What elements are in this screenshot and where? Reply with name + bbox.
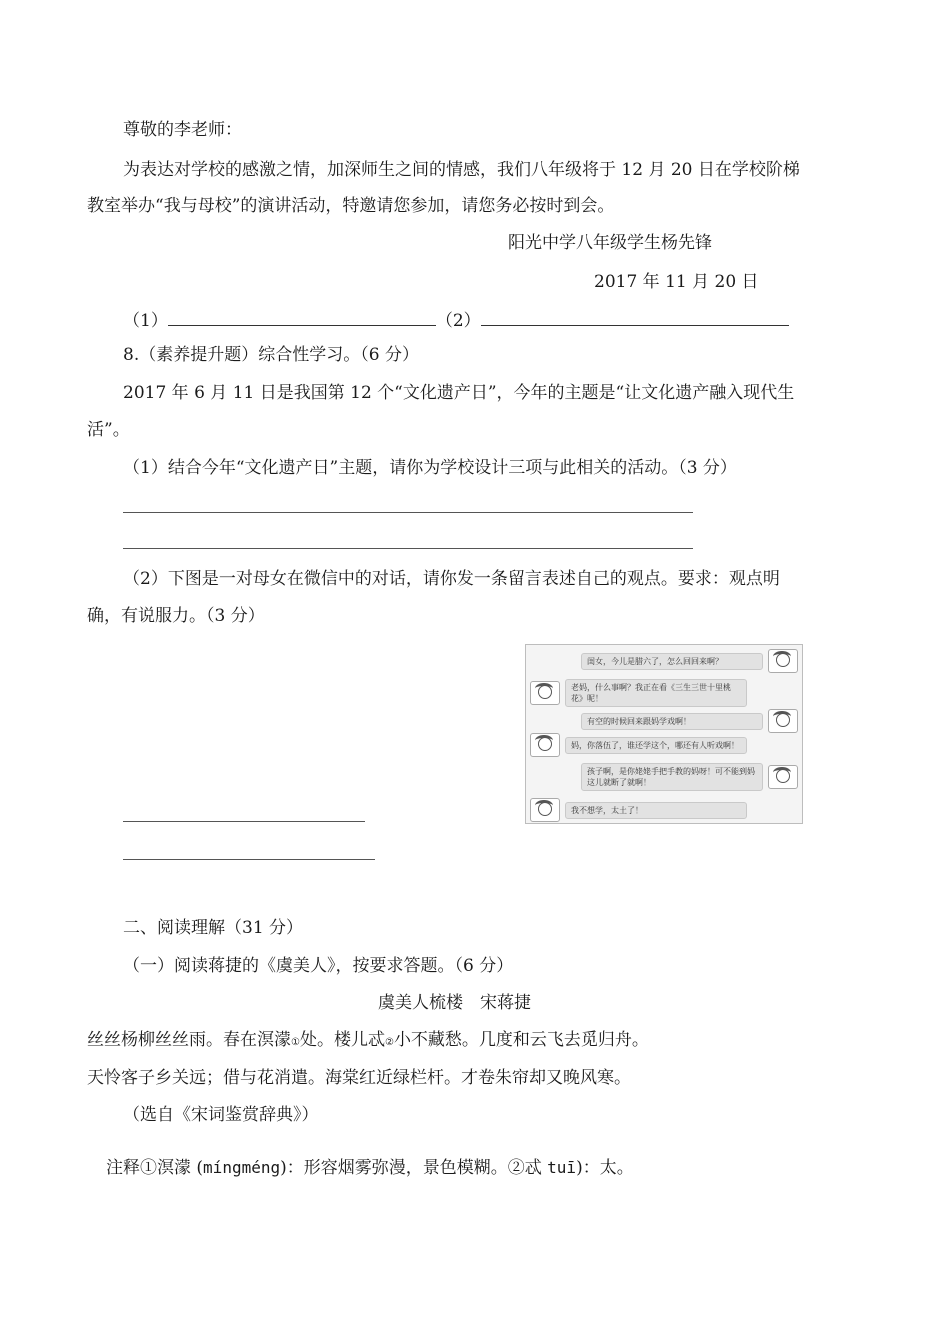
q8-intro-line2: 活”。 bbox=[87, 420, 130, 440]
chat-bubble: 我不想学，太土了！ bbox=[565, 802, 747, 819]
q8-intro-line1: 2017 年 6 月 11 日是我国第 12 个“文化遗产日”，今年的主题是“让文化遗产融入现代生 bbox=[123, 383, 795, 403]
daughter-avatar-icon bbox=[530, 798, 560, 822]
note-part: 注释①溟濛 ( bbox=[106, 1158, 204, 1178]
letter-body-line2: 教室举办“我与母校”的演讲活动，特邀请您参加，请您务必按时到会。 bbox=[87, 196, 615, 216]
chat-bubble: 老妈，什么事啊？我正在看《三生三世十里桃花》呢！ bbox=[565, 679, 747, 707]
note-part: )：太。 bbox=[576, 1158, 634, 1178]
answer-line[interactable] bbox=[123, 512, 693, 513]
chat-message-left bbox=[530, 798, 747, 822]
daughter-avatar-icon bbox=[530, 681, 560, 705]
q8-sub2-line1: （2）下图是一对母女在微信中的对话，请你发一条留言表述自己的观点。要求：观点明 bbox=[123, 569, 780, 589]
section2-title: 二、阅读理解（31 分） bbox=[123, 918, 304, 938]
q8-sub2-line2: 确，有说服力。（3 分） bbox=[87, 606, 265, 626]
answer-line[interactable] bbox=[123, 859, 375, 860]
mother-avatar-icon bbox=[768, 649, 798, 673]
answer-label-2: （2） bbox=[435, 311, 481, 331]
chat-bubble: 孩子啊，是你姥姥手把手教的妈呀！可不能到妈这儿就断了就啊！ bbox=[581, 763, 763, 791]
answer-line[interactable] bbox=[123, 548, 693, 549]
note-pinyin: tuī bbox=[547, 1158, 577, 1177]
chat-message-right bbox=[581, 649, 798, 673]
note-part: )：形容烟雾弥漫，景色模糊。②忒 bbox=[280, 1158, 548, 1178]
answer-label-1: （1） bbox=[123, 311, 168, 331]
answer-blank-1[interactable] bbox=[168, 307, 436, 326]
answer-row bbox=[123, 307, 789, 334]
chat-bubble: 有空的时候回来跟妈学戏啊！ bbox=[581, 713, 763, 730]
chat-message-left bbox=[530, 679, 747, 707]
chat-message-right bbox=[581, 709, 798, 733]
poem-line2: 天怜客子乡关远；借与花消遣。海棠红近绿栏杆。才卷朱帘却又晚风寒。 bbox=[87, 1068, 631, 1088]
chat-bubble: 妈，你落伍了，谁还学这个，哪还有人听戏啊！ bbox=[565, 737, 747, 754]
letter-date: 2017 年 11 月 20 日 bbox=[594, 272, 759, 292]
poem-line1 bbox=[87, 1027, 649, 1056]
letter-signature: 阳光中学八年级学生杨先锋 bbox=[508, 233, 712, 253]
note-pinyin: míngméng bbox=[203, 1158, 281, 1177]
answer-blank-2[interactable] bbox=[481, 307, 789, 326]
poem-title: 虞美人梳楼 宋蒋捷 bbox=[378, 993, 531, 1013]
footnote-marker: ① bbox=[291, 1037, 300, 1048]
answer-line[interactable] bbox=[123, 821, 365, 822]
chat-message-right bbox=[581, 763, 798, 791]
chat-bubble: 闺女，今儿是腊六了，怎么回回来啊？ bbox=[581, 653, 763, 670]
poem-line1-part: 处。楼儿忒 bbox=[299, 1030, 385, 1050]
q8-sub1: （1）结合今年“文化遗产日”主题，请你为学校设计三项与此相关的活动。（3 分） bbox=[123, 458, 737, 478]
wechat-screenshot bbox=[525, 644, 803, 824]
q8-title: 8.（素养提升题）综合性学习。（6 分） bbox=[123, 345, 419, 365]
poem-line1-part: 小不藏愁。几度和云飞去觅归舟。 bbox=[393, 1030, 649, 1050]
poem-line1-part: 丝丝杨柳丝丝雨。春在溟濛 bbox=[87, 1030, 291, 1050]
chat-message-left bbox=[530, 733, 747, 757]
section2-part1: （一）阅读蒋捷的《虞美人》，按要求答题。（6 分） bbox=[123, 956, 514, 976]
poem-notes bbox=[106, 1155, 634, 1181]
letter-salutation: 尊敬的李老师： bbox=[123, 120, 242, 140]
poem-source: （选自《宋词鉴赏辞典》） bbox=[123, 1105, 319, 1125]
mother-avatar-icon bbox=[768, 765, 798, 789]
mother-avatar-icon bbox=[768, 709, 798, 733]
footnote-marker: ② bbox=[384, 1037, 394, 1048]
daughter-avatar-icon bbox=[530, 733, 560, 757]
letter-body-line1: 为表达对学校的感激之情，加深师生之间的情感，我们八年级将于 12 月 20 日在学校阶梯 bbox=[123, 160, 800, 180]
